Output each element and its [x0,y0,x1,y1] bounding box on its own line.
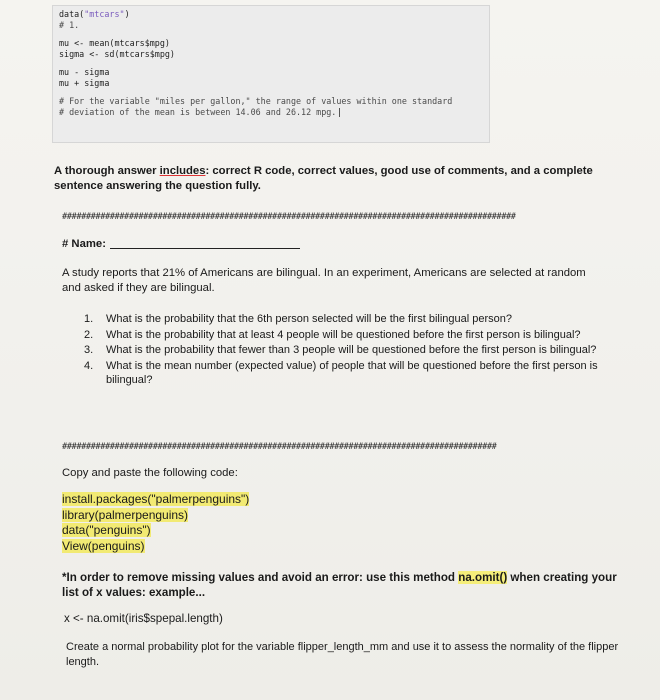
r-code-panel [52,5,490,143]
name-field-label: # Name: [62,237,300,252]
list-item: 3. What is the probability that fewer than 3 people will be questioned before the first person is bilingual? [84,344,597,356]
question-list [84,312,604,389]
rubric-text: A thorough answer includes: correct R code, correct values, good use of comments, and a complete sentence answering the question fully. [54,165,593,192]
code-line: mu - sigma [59,67,110,77]
name-blank-line [110,248,300,249]
task-instruction: Create a normal probability plot for the variable flipper_length_mm and use it to assess the normality of the flipper length. [66,641,619,668]
hash-divider: ############################################################################################### [62,212,516,222]
code-line: data("mtcars") [59,9,130,19]
code-comment: # 1. [59,19,80,30]
list-item: 4. What is the mean number (expected value) of people that will be questioned before the first person is bilingual? [84,359,598,386]
code-comment: # For the variable "miles per gallon," the range of values within one standard [59,96,453,106]
code-line: data("penguins") [62,523,151,537]
code-line: sigma <- sd(mtcars$mpg) [59,48,175,59]
problem-statement: A study reports that 21% of Americans are bilingual. In an experiment, Americans are selected at random and asked if they are bilingual. [62,267,586,294]
example-code: x <- na.omit(iris$spepal.length) [64,612,223,625]
missing-values-note: *In order to remove missing values and avoid an error: use this method na.omit() when creating your list of x values: example... [62,571,617,599]
highlighted-code-block [62,492,249,554]
text-cursor [339,108,340,117]
copy-instruction: Copy and paste the following code: [62,467,238,479]
code-line: install.packages("palmerpenguins") [62,492,250,506]
hash-divider: ########################################################################################### [62,442,497,452]
list-item: 1. What is the probability that the 6th person selected will be the first bilingual person? [84,313,513,325]
code-comment: # deviation of the mean is between 14.06 and 26.12 mpg. [59,107,483,118]
code-line: View(penguins) [62,538,145,553]
code-line: library(palmerpenguins) [62,507,189,522]
code-line: mu + sigma [59,77,110,88]
list-item: 2. What is the probability that at least 4 people will be questioned before the first person is bilingual? [84,328,581,341]
code-line: mu <- mean(mtcars$mpg) [59,38,170,48]
